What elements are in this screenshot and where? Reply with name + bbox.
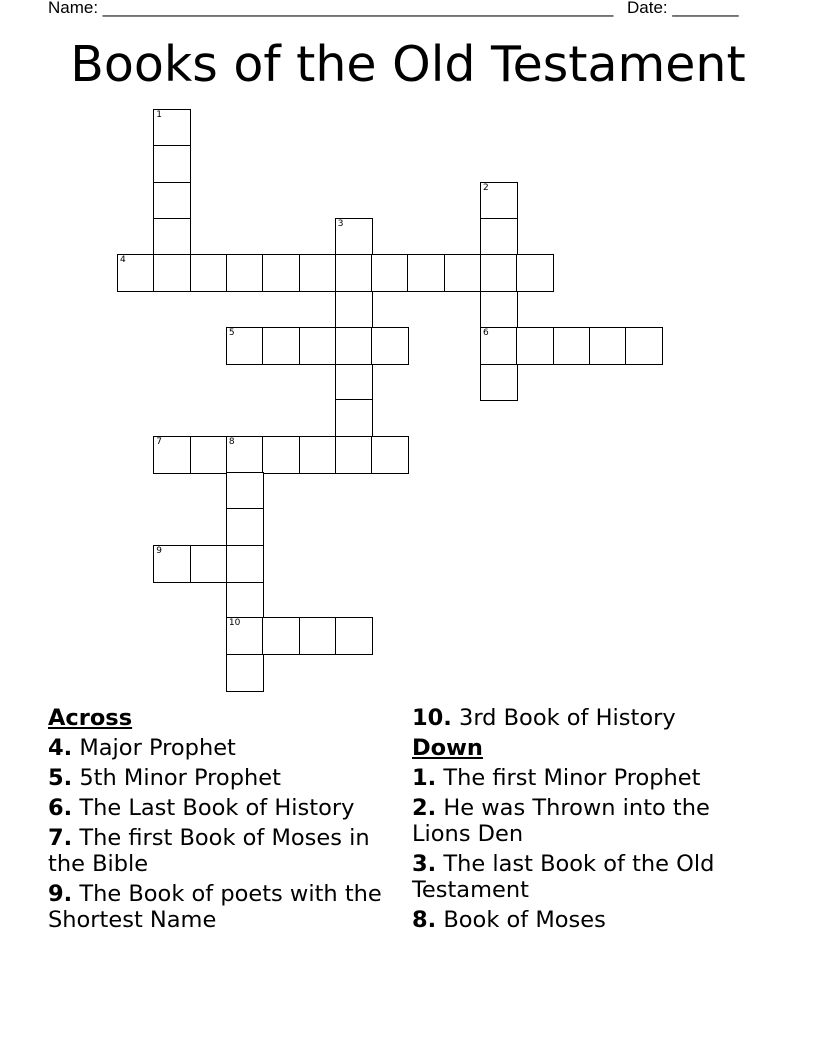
clue-across-5: [48, 765, 393, 791]
clues-left-column: [48, 705, 393, 937]
grid-cell[interactable]: [480, 218, 518, 256]
clue-down-8: [412, 907, 772, 933]
clue-across-7: [48, 825, 393, 877]
grid-cell[interactable]: [444, 254, 482, 292]
grid-cell[interactable]: [153, 545, 191, 583]
clue-across-10: [412, 705, 772, 731]
grid-cell[interactable]: [480, 254, 518, 292]
grid-cell[interactable]: [480, 327, 518, 365]
grid-cell[interactable]: [226, 545, 264, 583]
grid-cell[interactable]: [153, 109, 191, 147]
clue-number: 2.: [412, 795, 437, 821]
grid-cell[interactable]: [226, 617, 264, 655]
clue-text: Book of Moses: [443, 907, 606, 933]
grid-cell[interactable]: [153, 436, 191, 474]
grid-cell[interactable]: [335, 218, 373, 256]
grid-cell[interactable]: [262, 617, 300, 655]
clue-text: The first Minor Prophet: [443, 765, 701, 791]
clue-text: The first Book of Moses in the Bible: [48, 825, 370, 877]
clue-down-2: [412, 795, 772, 847]
grid-cell[interactable]: [117, 254, 155, 292]
clue-number: 5.: [48, 765, 73, 791]
clue-number: 7.: [48, 825, 73, 851]
cell-number: 9: [156, 545, 163, 556]
cell-number: 7: [156, 436, 163, 447]
grid-cell[interactable]: [335, 617, 373, 655]
clue-number: 9.: [48, 881, 73, 907]
clue-text: The last Book of the Old Testament: [412, 851, 715, 903]
clue-text: The Book of poets with the Shortest Name: [48, 881, 382, 933]
grid-cell[interactable]: [516, 254, 554, 292]
clue-text: He was Thrown into the Lions Den: [412, 795, 710, 847]
grid-cell[interactable]: [262, 327, 300, 365]
grid-cell[interactable]: [335, 436, 373, 474]
grid-cell[interactable]: [226, 327, 264, 365]
grid-cell[interactable]: [299, 254, 337, 292]
cell-number: 4: [120, 255, 126, 266]
grid-cell[interactable]: [371, 254, 409, 292]
cell-number: 6: [483, 327, 489, 338]
grid-cell[interactable]: [262, 254, 300, 292]
grid-cell[interactable]: [190, 436, 228, 474]
grid-cell[interactable]: [407, 254, 445, 292]
grid-cell[interactable]: [480, 291, 518, 329]
cell-number: 2: [483, 182, 489, 193]
clue-down-1: [412, 765, 772, 791]
down-heading: Down: [412, 735, 483, 761]
grid-cell[interactable]: [516, 327, 554, 365]
grid-cell[interactable]: [625, 327, 663, 365]
grid-cell[interactable]: [153, 254, 191, 292]
clue-text: The Last Book of History: [79, 795, 355, 821]
grid-cell[interactable]: [335, 327, 373, 365]
clue-across-6: [48, 795, 393, 821]
clue-text: 5th Minor Prophet: [79, 765, 281, 791]
clue-number: 1.: [412, 765, 437, 791]
clue-across-4: [48, 735, 393, 761]
grid-cell[interactable]: [262, 436, 300, 474]
clue-text: Major Prophet: [79, 735, 236, 761]
clue-text: 3rd Book of History: [459, 705, 676, 731]
grid-cell[interactable]: [226, 436, 264, 474]
grid-cell[interactable]: [190, 545, 228, 583]
grid-cell[interactable]: [299, 436, 337, 474]
grid-cell[interactable]: [190, 254, 228, 292]
grid-cell[interactable]: [335, 363, 373, 401]
cell-number: 10: [228, 618, 241, 629]
clue-across-9: [48, 881, 393, 933]
grid-cell[interactable]: [335, 291, 373, 329]
clue-down-3: [412, 851, 772, 903]
grid-cell[interactable]: [153, 218, 191, 256]
grid-cell[interactable]: [480, 363, 518, 401]
clue-number: 3.: [412, 851, 437, 877]
page-title: Books of the Old Testament: [70, 36, 746, 93]
grid-cell[interactable]: [226, 654, 264, 692]
across-heading: Across: [48, 705, 133, 731]
cell-number: 3: [337, 218, 344, 229]
grid-cell[interactable]: [299, 617, 337, 655]
grid-cell[interactable]: [553, 327, 591, 365]
cell-number: 1: [156, 110, 163, 120]
grid-cell[interactable]: [371, 327, 409, 365]
grid-cell[interactable]: [153, 145, 191, 183]
grid-cell[interactable]: [335, 254, 373, 292]
name-field[interactable]: Name: ______________________________________________________: [48, 0, 614, 17]
grid-cell[interactable]: [153, 182, 191, 220]
grid-cell[interactable]: [226, 254, 264, 292]
grid-cell[interactable]: [589, 327, 627, 365]
grid-cell[interactable]: [299, 327, 337, 365]
cell-number: 8: [228, 436, 235, 447]
cell-number: 5: [228, 327, 235, 338]
grid-cell[interactable]: [335, 399, 373, 437]
clues-right-column: [412, 705, 772, 937]
clue-number: 8.: [412, 907, 437, 933]
grid-cell[interactable]: [226, 472, 264, 510]
clue-number: 4.: [48, 735, 73, 761]
date-field[interactable]: Date: _______: [627, 0, 739, 17]
grid-cell[interactable]: [371, 436, 409, 474]
clue-number: 6.: [48, 795, 73, 821]
grid-cell[interactable]: [226, 581, 264, 619]
grid-cell[interactable]: [480, 182, 518, 220]
clue-number: 10.: [412, 705, 452, 731]
grid-cell[interactable]: [226, 508, 264, 546]
